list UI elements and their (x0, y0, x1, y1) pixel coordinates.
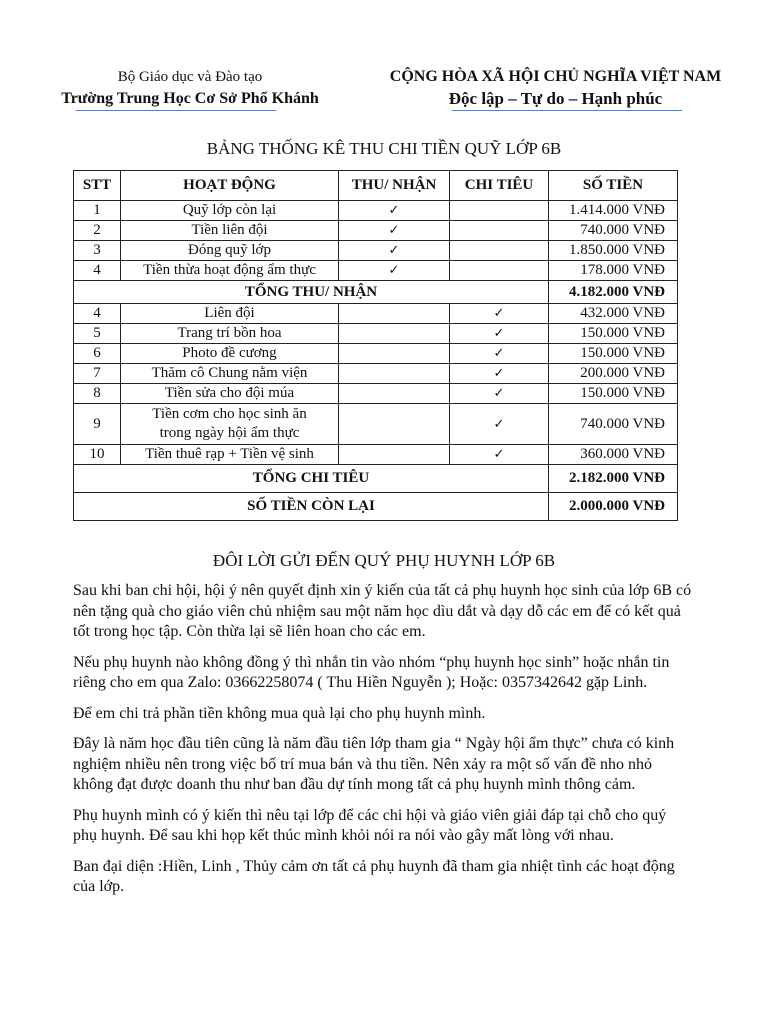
expense-check-cell (450, 384, 549, 404)
ministry-block (50, 66, 330, 110)
paragraph: Sau khi ban chi hội, hội ý nên quyết định xin ý kiến của tất cả phụ huynh học sinh của lớp 6B có nên tặng quà cho giáo viên chủ nhiệm sau một năm học dìu dắt và dạy dỗ các em để có kết quả tốt trong học tập. Còn thừa lại sẽ liên hoan cho các em. (73, 582, 692, 640)
expense-total-amount: 2.182.000 VNĐ (549, 465, 678, 493)
check-icon: ✓ (493, 326, 505, 341)
income-check-cell (339, 304, 450, 324)
stt-cell: 6 (74, 344, 121, 364)
col-header-amount: SỐ TIỀN (549, 171, 678, 201)
col-header-expense: CHI TIÊU (450, 171, 549, 201)
activity-cell: Tiền liên đội (121, 221, 339, 241)
income-check-cell (339, 221, 450, 241)
income-total-row (74, 281, 678, 304)
activity-cell: Tiền sửa cho đội múa (121, 384, 339, 404)
expense-check-cell (450, 201, 549, 221)
check-icon: ✓ (493, 306, 505, 321)
stt-cell: 2 (74, 221, 121, 241)
table-row (74, 384, 678, 404)
school-name: Trường Trung Học Cơ Sở Phổ Khánh (61, 90, 319, 107)
check-icon: ✓ (388, 263, 400, 278)
activity-cell (121, 404, 339, 445)
activity-cell: Photo đề cương (121, 344, 339, 364)
paragraph: Đây là năm học đầu tiên cũng là năm đầu tiên lớp tham gia “ Ngày hội ẩm thực” chưa có kinh nghiệm nhiều nên trong việc bố trí mua bán và thu tiền. Nên xảy ra một số vấn đề nho nhỏ không đạt được doanh thu như ban đầu dự tính mong tất cả phụ huynh mình thông cảm. (73, 735, 675, 793)
paragraph: Ban đại diện :Hiền, Linh , Thủy cảm ơn tất cả phụ huynh đã tham gia nhiệt tình các hoạt động của lớp. (73, 857, 675, 895)
table-row (74, 445, 678, 465)
amount-cell: 178.000 VNĐ (549, 261, 678, 281)
paragraph: Phụ huynh mình có ý kiến thì nêu tại lớp để các chi hội và giáo viên giải đáp tại chỗ cho quý phụ huynh. Để sau khi họp kết thúc mình khỏi nói ra nói vào gây mất lòng với nhau. (73, 806, 667, 844)
paragraph: Nếu phụ huynh nào không đồng ý thì nhắn tin vào nhóm “phụ huynh học sinh” hoặc nhắn tin riêng cho em qua Zalo: 03662258074 ( Thu Hiền Nguyễn ); Hoặc: 0357342642 gặp Linh. (73, 653, 670, 691)
stt-cell: 5 (74, 324, 121, 344)
col-header-income: THU/ NHẬN (339, 171, 450, 201)
activity-cell: Tiền thừa hoạt động ẩm thực (121, 261, 339, 281)
income-check-cell (339, 404, 450, 445)
income-check-cell (339, 344, 450, 364)
stt-cell: 10 (74, 445, 121, 465)
activity-line: Tiền cơm cho học sinh ăn (152, 406, 307, 422)
amount-cell: 432.000 VNĐ (549, 304, 678, 324)
table-row (74, 364, 678, 384)
table-header-row (74, 171, 678, 201)
activity-cell: Đóng quỹ lớp (121, 241, 339, 261)
expense-check-cell (450, 404, 549, 445)
income-check-cell (339, 384, 450, 404)
check-icon: ✓ (493, 366, 505, 381)
expense-check-cell (450, 304, 549, 324)
income-check-cell (339, 261, 450, 281)
expense-total-label: TỔNG CHI TIÊU (74, 465, 549, 493)
check-icon: ✓ (493, 447, 505, 462)
remaining-row (74, 493, 678, 521)
col-header-stt: STT (74, 171, 121, 201)
amount-cell: 200.000 VNĐ (549, 364, 678, 384)
table-row (74, 241, 678, 261)
amount-cell: 150.000 VNĐ (549, 324, 678, 344)
ministry-name: Bộ Giáo dục và Đào tạo (117, 69, 263, 85)
letter-body (73, 581, 693, 908)
stt-cell: 7 (74, 364, 121, 384)
check-icon: ✓ (493, 416, 505, 432)
amount-cell: 740.000 VNĐ (549, 404, 678, 445)
table-row (74, 221, 678, 241)
fund-table (73, 170, 678, 521)
national-title: CỘNG HÒA XÃ HỘI CHỦ NGHĨA VIỆT NAM (389, 68, 722, 85)
activity-cell: Thăm cô Chung nằm viện (121, 364, 339, 384)
expense-check-cell (450, 344, 549, 364)
expense-check-cell (450, 241, 549, 261)
stt-cell: 8 (74, 384, 121, 404)
stt-cell: 4 (74, 261, 121, 281)
table-row (74, 344, 678, 364)
remaining-label: SỐ TIỀN CÒN LẠI (74, 493, 549, 521)
amount-cell: 740.000 VNĐ (549, 221, 678, 241)
amount-cell: 150.000 VNĐ (549, 344, 678, 364)
check-icon: ✓ (388, 203, 400, 218)
check-icon: ✓ (388, 223, 400, 238)
activity-cell: Trang trí bồn hoa (121, 324, 339, 344)
stt-cell: 9 (74, 404, 121, 445)
document-header (0, 66, 768, 116)
expense-check-cell (450, 324, 549, 344)
income-check-cell (339, 324, 450, 344)
activity-cell: Liên đội (121, 304, 339, 324)
page-title: BẢNG THỐNG KÊ THU CHI TIỀN QUỸ LỚP 6B (206, 139, 562, 158)
activity-line: trong ngày hội ẩm thực (159, 425, 300, 441)
expense-check-cell (450, 445, 549, 465)
letter-title: ĐÔI LỜI GỬI ĐẾN QUÝ PHỤ HUYNH LỚP 6B (212, 551, 556, 570)
activity-cell: Quỹ lớp còn lại (121, 201, 339, 221)
table-row (74, 261, 678, 281)
table-row (74, 201, 678, 221)
check-icon: ✓ (388, 243, 400, 258)
stt-cell: 4 (74, 304, 121, 324)
amount-cell: 1.850.000 VNĐ (549, 241, 678, 261)
table-row (74, 324, 678, 344)
motto-underline (452, 110, 682, 111)
income-check-cell (339, 201, 450, 221)
table-row (74, 304, 678, 324)
col-header-activity: HOẠT ĐỘNG (121, 171, 339, 201)
income-check-cell (339, 364, 450, 384)
stt-cell: 3 (74, 241, 121, 261)
expense-total-row (74, 465, 678, 493)
amount-cell: 150.000 VNĐ (549, 384, 678, 404)
check-icon: ✓ (493, 386, 505, 401)
national-motto: Độc lập – Tự do – Hạnh phúc (448, 89, 663, 108)
amount-cell: 1.414.000 VNĐ (549, 201, 678, 221)
expense-check-cell (450, 261, 549, 281)
income-total-amount: 4.182.000 VNĐ (549, 281, 678, 304)
check-icon: ✓ (493, 346, 505, 361)
expense-check-cell (450, 364, 549, 384)
national-motto-block (378, 66, 733, 110)
expense-check-cell (450, 221, 549, 241)
table-row (74, 404, 678, 445)
income-total-label: TỔNG THU/ NHẬN (74, 281, 549, 304)
income-check-cell (339, 241, 450, 261)
remaining-amount: 2.000.000 VNĐ (549, 493, 678, 521)
stt-cell: 1 (74, 201, 121, 221)
activity-cell: Tiền thuê rạp + Tiền vệ sinh (121, 445, 339, 465)
paragraph: Để em chi trả phần tiền không mua quà lại cho phụ huynh mình. (73, 704, 486, 722)
school-name-underline (76, 110, 276, 111)
amount-cell: 360.000 VNĐ (549, 445, 678, 465)
income-check-cell (339, 445, 450, 465)
